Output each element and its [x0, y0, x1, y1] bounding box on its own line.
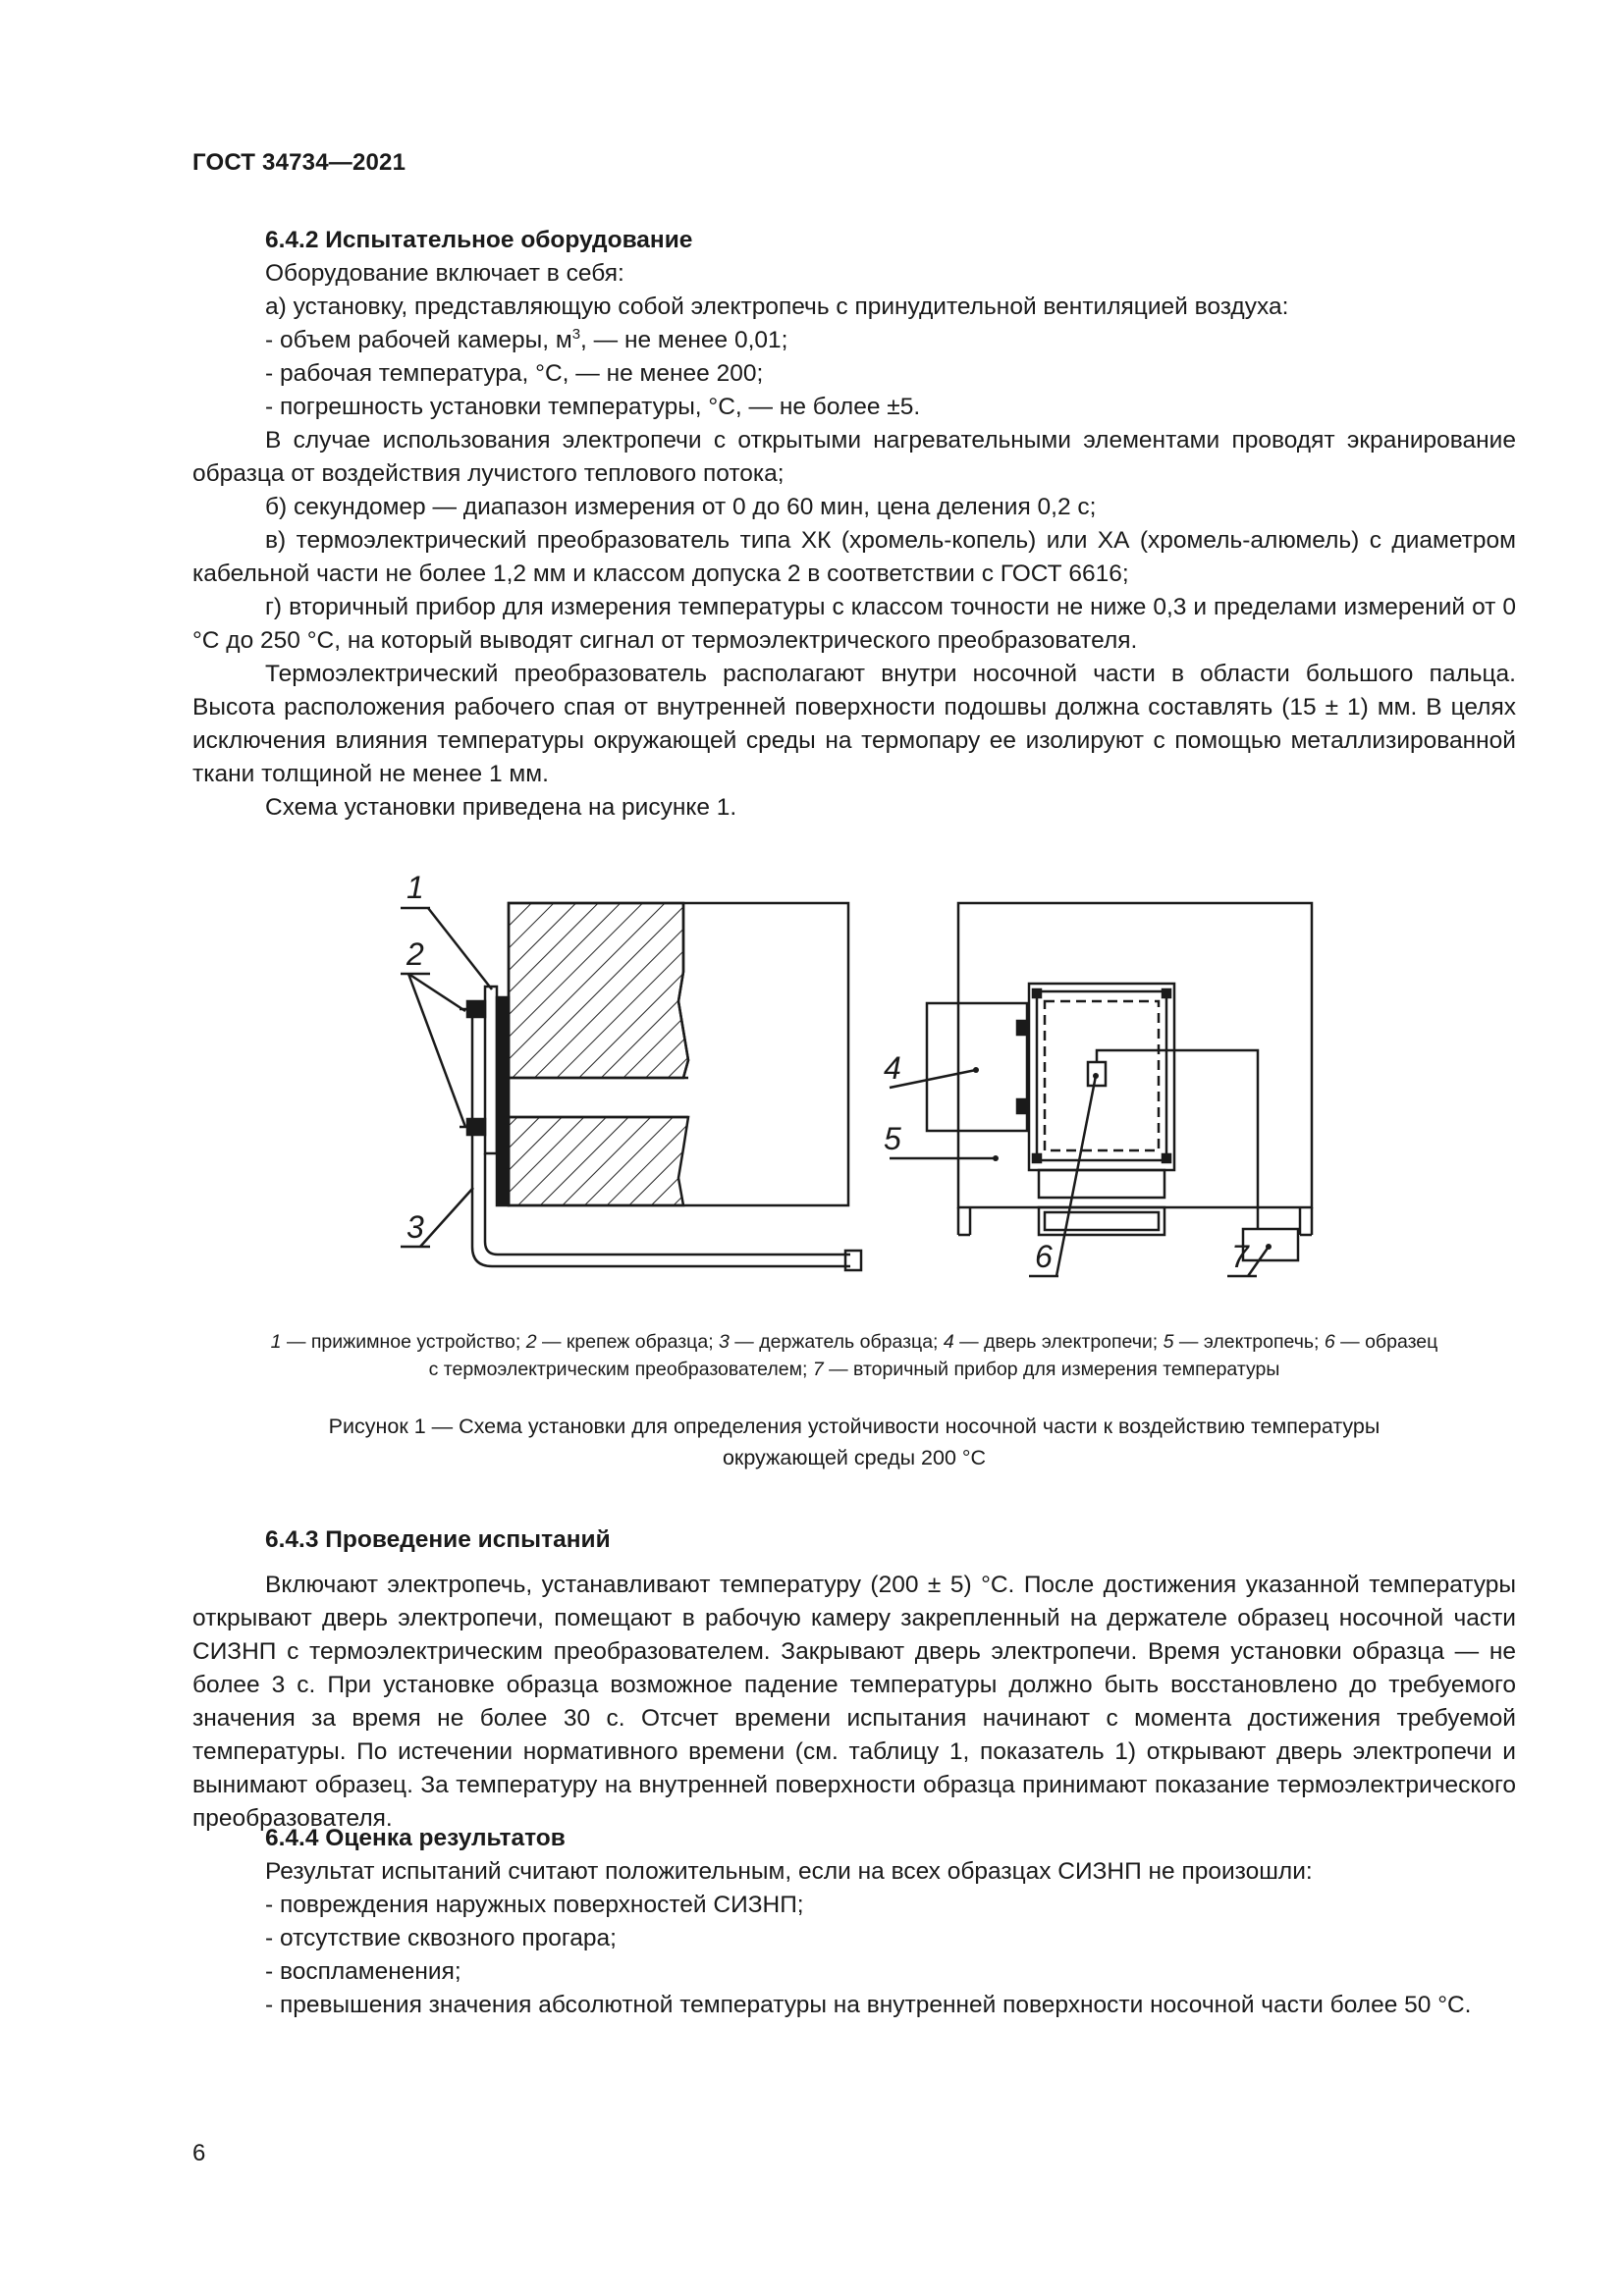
label-7: 7 — [1231, 1239, 1249, 1274]
paragraph: Результат испытаний считают положительным, если на всех образцах СИЗНП не произошли: — [265, 1858, 1313, 1885]
paragraph: Схема установки приведена на рисунке 1. — [265, 794, 737, 821]
paragraph: Оборудование включает в себя: — [265, 260, 624, 287]
legend-text: — держатель образца; — [729, 1331, 944, 1353]
corner-mark — [1163, 1154, 1170, 1162]
door-hinge — [1017, 1021, 1027, 1035]
label-3: 3 — [406, 1209, 424, 1245]
pointer-dot — [1093, 1073, 1099, 1079]
figure-legend — [192, 1328, 1516, 1383]
legend-number: 5 — [1163, 1331, 1174, 1353]
label-2: 2 — [406, 936, 424, 972]
list-item: г) вторичный прибор для измерения температуры с классом точности не ниже 0,3 и пределами измерений от 0 °С до 250 °С, на который выводят сигнал от термоэлектрического преобразователя. — [192, 594, 1516, 654]
leader-line-1 — [428, 908, 492, 989]
lower-panel — [1039, 1170, 1164, 1198]
legend-number: 4 — [943, 1331, 954, 1353]
superscript: 3 — [571, 326, 581, 343]
legend-text: с термоэлектрическим преобразователем; — [428, 1359, 813, 1380]
paragraph: Включают электропечь, устанавливают температуру (200 ± 5) °С. После достижения указанной температуры открывают дверь электропечи, помещают в рабочую камеру закрепленный на держателе образец носочной части СИЗНП с термоэлектрическим преобразователем. Закрывают дверь электропечи. Время установки образца — не более 3 с. При установке образца возможное падение температуры должно быть восстановлено до требуемого значения за время не более 30 с. Отсчет времени испытания начинают с момента достижения требуемой температуры. По истечении нормативного времени (см. таблицу 1, показатель 1) открывают дверь электропечи и вынимают образец. За температуру на внутренней поверхности образца принимают показание термоэлектрического преобразователя. — [192, 1572, 1516, 1832]
pressing-device — [485, 987, 497, 1153]
document-header: ГОСТ 34734—2021 — [192, 149, 406, 176]
furnace-door — [927, 1003, 1027, 1131]
wall-top-hatch — [509, 903, 688, 1078]
front-view — [890, 903, 1312, 1276]
legend-line — [192, 1356, 1516, 1383]
corner-mark — [1033, 989, 1041, 997]
label-1: 1 — [406, 870, 424, 905]
left-view — [401, 903, 861, 1270]
legend-number: 2 — [525, 1331, 537, 1353]
paragraph: В случае использования электропечи с открытыми нагревательными элементами проводят экранирование образца от воздействия лучистого теплового потока; — [192, 427, 1516, 487]
caption-line: Рисунок 1 — Схема установки для определения устойчивости носочной части к воздействию температуры — [328, 1415, 1380, 1438]
legend-line — [192, 1328, 1516, 1356]
pointer-dot — [1266, 1244, 1272, 1250]
list-item: - повреждения наружных поверхностей СИЗНП; — [265, 1892, 804, 1918]
legend-text: — прижимное устройство; — [281, 1331, 526, 1353]
figure-caption — [192, 1411, 1516, 1473]
legend-number: 1 — [270, 1331, 282, 1353]
door-hinge — [1017, 1099, 1027, 1113]
legend-number: 7 — [812, 1359, 824, 1380]
section-title: 6.4.2 Испытательное оборудование — [265, 227, 693, 253]
section-title: 6.4.3 Проведение испытаний — [265, 1526, 611, 1553]
page-number: 6 — [192, 2140, 206, 2166]
text: , — не менее 0,01; — [580, 327, 788, 353]
list-item: - превышения значения абсолютной температуры на внутренней поверхности носочной части более 50 °С. — [265, 1992, 1472, 2018]
legend-number: 3 — [719, 1331, 730, 1353]
section-6-4-4 — [192, 1822, 1516, 2022]
chamber-frame — [1037, 991, 1166, 1160]
section-6-4-2 — [192, 224, 1516, 825]
list-item — [192, 324, 1516, 357]
lower-panel-inner — [1045, 1212, 1159, 1230]
leader-line-2 — [408, 974, 465, 1011]
label-4: 4 — [884, 1050, 901, 1086]
text: - объем рабочей камеры, м — [265, 327, 572, 353]
list-item: а) установку, представляющую собой электропечь с принудительной вентиляцией воздуха: — [265, 294, 1289, 320]
sample-plate — [497, 997, 509, 1205]
installation-scheme — [192, 864, 1516, 1325]
legend-text: — электропечь; — [1173, 1331, 1325, 1353]
leader-line-2 — [408, 974, 465, 1127]
leader-line-6 — [1056, 1076, 1096, 1276]
list-item: - воспламенения; — [265, 1958, 461, 1985]
pointer-dot — [973, 1067, 979, 1073]
working-chamber — [1045, 1001, 1159, 1150]
list-item: б) секундомер — диапазон измерения от 0 до 60 мин, цена деления 0,2 с; — [265, 494, 1097, 520]
corner-mark — [1163, 989, 1170, 997]
section-title: 6.4.4 Оценка результатов — [265, 1825, 566, 1851]
list-item: - погрешность установки температуры, °С, — не более ±5. — [265, 394, 921, 420]
label-5: 5 — [884, 1121, 901, 1156]
legend-text: — дверь электропечи; — [953, 1331, 1164, 1353]
section-6-4-3 — [192, 1523, 1516, 1836]
label-6: 6 — [1035, 1239, 1053, 1274]
legend-text: — крепеж образца; — [536, 1331, 720, 1353]
list-item: в) термоэлектрический преобразователь типа ХК (хромель-копель) или ХА (хромель-алюмель) с диаметром кабельной части не более 1,2 мм и классом допуска 2 в соответствии с ГОСТ 6616; — [192, 527, 1516, 587]
wall-bottom-hatch — [509, 1117, 688, 1205]
corner-mark — [1033, 1154, 1041, 1162]
chamber-frame-outer — [1029, 984, 1174, 1170]
legend-number: 6 — [1324, 1331, 1335, 1353]
leader-line-4 — [890, 1070, 976, 1088]
paragraph: Термоэлектрический преобразователь располагают внутри носочной части в области большого пальца. Высота расположения рабочего спая от внутренней поверхности подошвы должна составлять (15 ± 1) мм. В целях исключения влияния температуры окружающей среды на термопару ее изолируют с помощью металлизированной ткани толщиной не менее 1 мм. — [192, 661, 1516, 787]
caption-line: окружающей среды 200 °С — [722, 1446, 987, 1469]
pointer-dot — [993, 1155, 999, 1161]
leader-line-3 — [420, 1188, 473, 1247]
legend-text: — вторичный прибор для измерения температуры — [823, 1359, 1280, 1380]
figure-1-diagram — [192, 864, 1516, 1325]
list-item: - отсутствие сквозного прогара; — [265, 1925, 617, 1951]
list-item: - рабочая температура, °С, — не менее 200; — [265, 360, 764, 387]
thermocouple-wire — [1097, 1050, 1258, 1229]
legend-text: — образец — [1334, 1331, 1438, 1353]
